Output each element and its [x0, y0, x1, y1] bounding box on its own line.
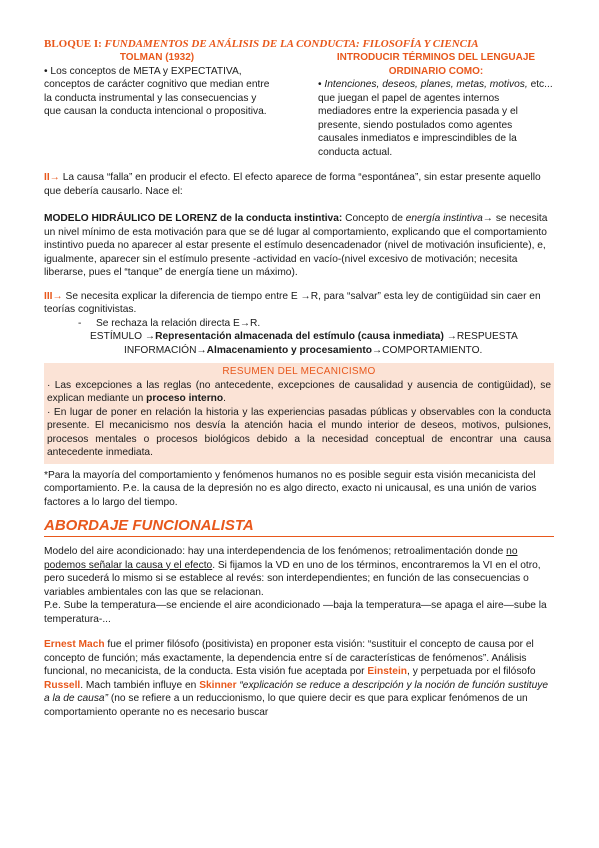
informacion-label: INFORMACIÓN→ [124, 344, 207, 356]
skinner-quote: “explicación se reduce a descripción y la noción de función sustituye a la de causa” [44, 679, 549, 704]
func2-a: fue el primer filósofo (positivista) en proponer esta visión: “sustituir el concepto de causa por el concepto de función; más exactamente, la dependencia entre sí de características de fenómenos”. Análisis funcional, no mecanicista, de la conducta. Esta visión fue aceptada por [44, 639, 534, 677]
lenguaje-column [318, 51, 554, 159]
respuesta-label: →RESPUESTA [446, 331, 518, 342]
summary-point-1-end: . [223, 393, 226, 404]
dash-marker: - [78, 317, 82, 329]
func1-underlined: no podemos señalar la causa y el efecto [44, 546, 518, 571]
lorenz-paragraph [44, 212, 554, 280]
tolman-column [44, 51, 270, 159]
tolman-text: • Los conceptos de META y EXPECTATIVA, conceptos de carácter cognitivo que median entre la conducta instrumental y las consecuencias y que causan la conducta intencional o propositiva. [44, 65, 270, 117]
lenguaje-italic: Intenciones, deseos, planes, metas, motivos, [324, 79, 528, 90]
footnote: *Para la mayoría del comportamiento y fenómenos humanos no es posible seguir esta visión mecanicista del comportamiento. P.e. la causa de la depresión no es algo directo, exacto ni unicausal, es una unión de varios factores a lo largo del tiempo. [44, 469, 537, 508]
dash-text: Se rechaza la relación directa E→R. [96, 317, 261, 329]
lenguaje-body: etc... que juegan el papel de agentes internos mediadores entre la experiencia pasada y el presente, siendo postulados como agentes causales inmediatos e imprescindibles de la conducta actual. [318, 79, 553, 158]
proceso-interno: proceso interno [146, 393, 224, 404]
section-heading: ABORDAJE FUNCIONALISTA [44, 517, 554, 537]
block-header [44, 38, 554, 50]
marker-iii: III→ [44, 290, 63, 302]
funcionalismo-paragraph-1 [44, 545, 554, 599]
summary-title: RESUMEN DEL MECANICISMO [222, 366, 376, 377]
func2-b: , y perpetuada por el filósofo [407, 666, 536, 677]
summary-point-1-text: · Las excepciones a las reglas (no antecedente, excepciones de causalidad y ausencia de contigüidad), se explican mediante un [47, 379, 551, 404]
skinner-name: Skinner [199, 679, 237, 691]
summary-point-1 [47, 379, 551, 406]
func1-a: Modelo del aire acondicionado: hay una interdependencia de los fenómenos; retroalimentación donde [44, 546, 504, 557]
lorenz-text-1: Concepto de [345, 213, 403, 224]
lenguaje-text [318, 78, 554, 159]
lorenz-text-2: se necesita un nivel mínimo de esta motivación para que se dé lugar al comportamiento, explicando que el comportamiento instintivo pueda no aparecer al estar presente el estímulo desencadenador (nivel de motivación insuficiente), e, igualmente, aparecer sin el estímulo presente -actividad en vacío-(nivel excesivo de motivación; necesita liberarse, pues el “tanque” de energía tiene un máximo). [44, 213, 548, 278]
comportamiento-label: →COMPORTAMIENTO. [371, 344, 483, 356]
tolman-heading: TOLMAN (1932) [119, 52, 195, 63]
paragraph-iii-text: Se necesita explicar la diferencia de tiempo entre E →R, para “salvar” esta ley de contigüidad sin caer en teorías cognitivistas. [44, 290, 541, 315]
two-column-section [44, 51, 554, 159]
einstein-name: Einstein [367, 666, 408, 677]
information-chain [44, 344, 554, 358]
estimulo-label: ESTÍMULO → [90, 331, 156, 342]
representacion-label: Representación almacenada del estímulo (causa inmediata) [155, 331, 444, 342]
funcionalismo-paragraph-2 [44, 638, 554, 719]
paragraph-ii-text: La causa “falla” en producir el efecto. El efecto aparece de forma “espontánea”, sin estar presente aquello que debería causarlo. Nace el: [44, 172, 541, 197]
paragraph-iii [44, 290, 554, 317]
marker-ii: II→ [44, 172, 60, 183]
stimulus-chain [44, 330, 554, 344]
func2-d: (no se refiere a un reduccionismo, lo que quiere decir es que para explicar fenómenos de un comportamiento operante no es necesario buscar [44, 693, 528, 718]
func1-b: . Si fijamos la VD en uno de los términos, encontraremos la VI en el otro, pero sucederá lo mismo si se establece al revés: son interdependientes; en función de las consecuencias o variables ambientales con las que se relacionan. [44, 559, 541, 598]
block-number: BLOQUE I: [44, 38, 102, 50]
summary-box [44, 363, 554, 464]
dash-item [44, 317, 554, 331]
block-title: FUNDAMENTOS DE ANÁLISIS DE LA CONDUCTA: FILOSOFÍA Y CIENCIA [104, 38, 479, 50]
russell-name: Russell [44, 679, 81, 691]
funcionalismo-example: P.e. Sube la temperatura—se enciende el aire acondicionado —baja la temperatura—se apaga el aire—sube la temperatura-... [44, 600, 547, 625]
lorenz-italic: energía instintiva [405, 213, 483, 224]
document-page [44, 38, 554, 719]
paragraph-ii [44, 171, 554, 198]
lenguaje-heading: INTRODUCIR TÉRMINOS DEL LENGUAJE ORDINARIO COMO: [336, 52, 536, 77]
lorenz-title: MODELO HIDRÁULICO DE LORENZ de la conducta instintiva: [44, 213, 343, 224]
summary-point-2: · En lugar de poner en relación la historia y las experiencias pasadas públicas y observables con la conducta presente. El mecanicismo nos desvía la atención hacia el mundo interior de deseos, motivos, pulsiones, procesos mentales o procesos biológicos debido a la necesidad conceptual de encontrar una causa antecedente inmediata. [47, 406, 551, 458]
func2-c: . Mach también influye en [80, 679, 197, 691]
mach-name: Ernest Mach [44, 639, 105, 650]
bullet: • [318, 79, 322, 90]
almacenamiento-label: Almacenamiento y procesamiento [206, 344, 372, 356]
arrow-icon: → [482, 213, 493, 224]
